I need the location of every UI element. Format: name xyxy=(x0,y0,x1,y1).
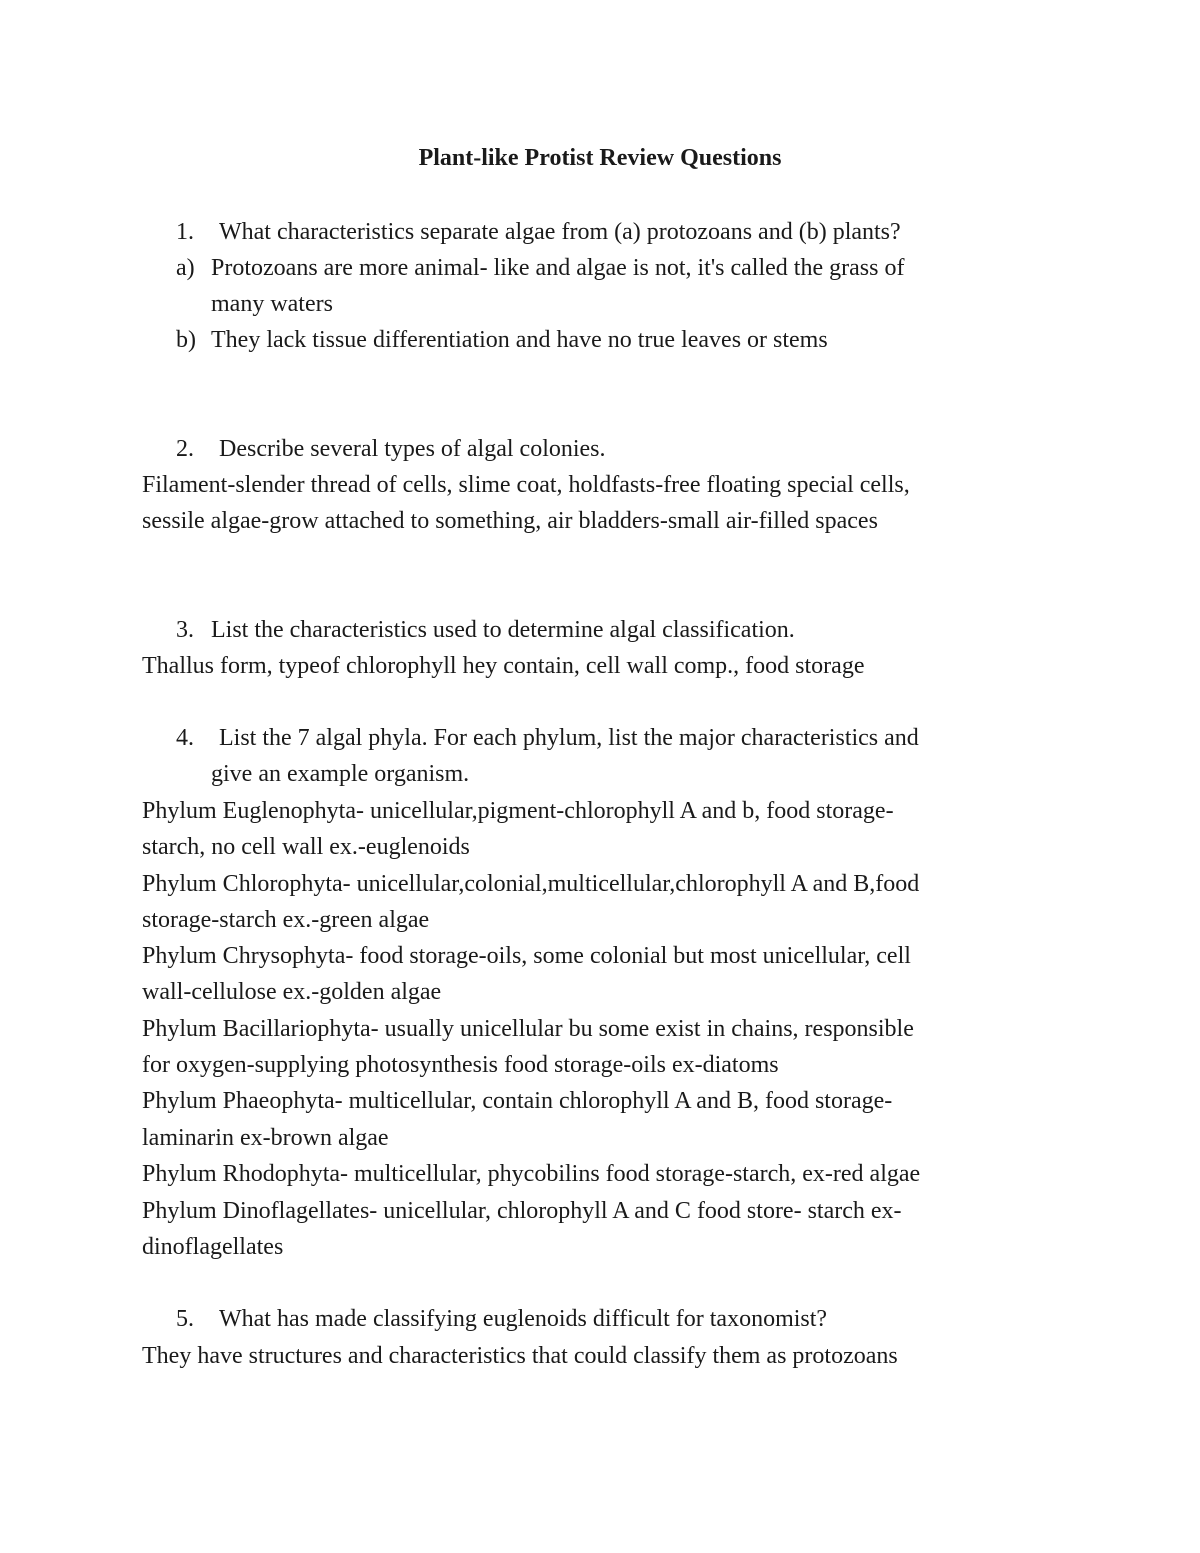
q1-number: 1. xyxy=(176,219,194,245)
q1-answer-b-line-1: They lack tissue differentiation and have no true leaves or stems xyxy=(211,327,828,353)
q1-answer-a-line-2: many waters xyxy=(211,291,333,317)
q4-answer-line-12: Phylum Dinoflagellates- unicellular, chlorophyll A and C food store- starch ex- xyxy=(142,1198,902,1224)
q4-answer-line-1: Phylum Euglenophyta- unicellular,pigment-chlorophyll A and b, food storage- xyxy=(142,798,894,824)
q1-answer-a-line-1: Protozoans are more animal- like and algae is not, it's called the grass of xyxy=(211,255,905,281)
q4-answer-line-7: Phylum Bacillariophyta- usually unicellular bu some exist in chains, responsible xyxy=(142,1016,914,1042)
q2-answer-line-1: Filament-slender thread of cells, slime coat, holdfasts-free floating special cells, xyxy=(142,472,910,498)
q4-answer-line-5: Phylum Chrysophyta- food storage-oils, some colonial but most unicellular, cell xyxy=(142,943,911,969)
q2-answer-line-2: sessile algae-grow attached to something, air bladders-small air-filled spaces xyxy=(142,508,878,534)
q1-answer-b-marker: b) xyxy=(176,327,196,353)
q4-answer-line-6: wall-cellulose ex.-golden algae xyxy=(142,979,442,1005)
q5-answer-line-1: They have structures and characteristics that could classify them as protozoans xyxy=(142,1343,898,1369)
q4-answer-line-8: for oxygen-supplying photosynthesis food storage-oils ex-diatoms xyxy=(142,1052,779,1078)
q4-number: 4. xyxy=(176,725,194,751)
q3-answer-line-1: Thallus form, typeof chlorophyll hey contain, cell wall comp., food storage xyxy=(142,653,865,679)
q4-answer-line-11: Phylum Rhodophyta- multicellular, phycobilins food storage-starch, ex-red algae xyxy=(142,1161,921,1187)
q3-question: List the characteristics used to determine algal classification. xyxy=(211,617,795,643)
q4-answer-line-9: Phylum Phaeophyta- multicellular, contain chlorophyll A and B, food storage- xyxy=(142,1088,893,1114)
q4-question-line-1: List the 7 algal phyla. For each phylum, list the major characteristics and xyxy=(219,725,919,751)
q5-number: 5. xyxy=(176,1306,194,1332)
q4-answer-line-10: laminarin ex-brown algae xyxy=(142,1125,389,1151)
q5-question: What has made classifying euglenoids difficult for taxonomist? xyxy=(219,1306,828,1332)
q3-number: 3. xyxy=(176,617,194,643)
q2-question: Describe several types of algal colonies. xyxy=(219,436,606,462)
q1-question: What characteristics separate algae from (a) protozoans and (b) plants? xyxy=(219,219,901,245)
page-title: Plant-like Protist Review Questions xyxy=(418,145,782,171)
q1-answer-a-marker: a) xyxy=(176,255,195,281)
q4-answer-line-4: storage-starch ex.-green algae xyxy=(142,907,430,933)
q4-question-line-2: give an example organism. xyxy=(211,761,470,787)
q4-answer-line-3: Phylum Chlorophyta- unicellular,colonial,multicellular,chlorophyll A and B,food xyxy=(142,871,920,897)
q4-answer-line-2: starch, no cell wall ex.-euglenoids xyxy=(142,834,470,860)
q2-number: 2. xyxy=(176,436,194,462)
q4-answer-line-13: dinoflagellates xyxy=(142,1234,284,1260)
